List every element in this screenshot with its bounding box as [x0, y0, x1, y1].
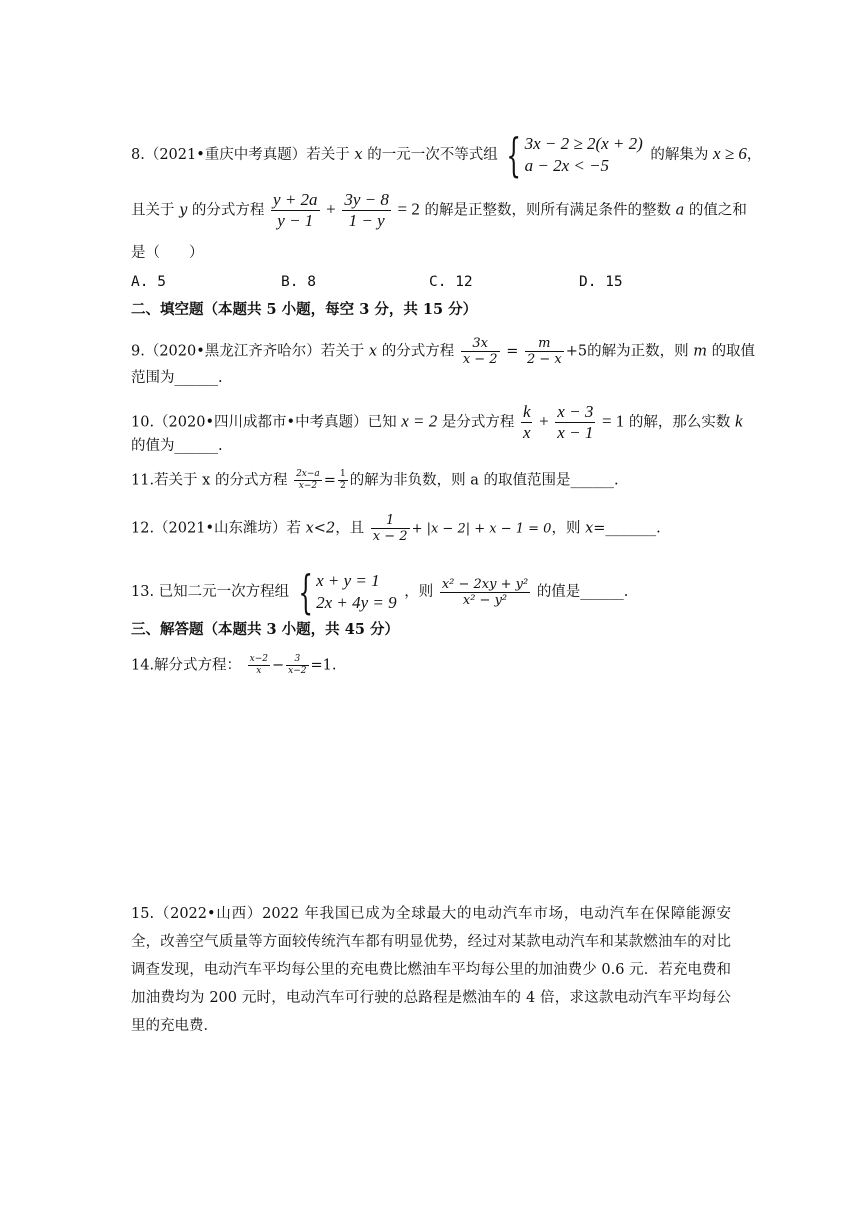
- q9-fraction-1: [461, 336, 500, 367]
- q9-fraction-2: [525, 336, 564, 367]
- fraction-denominator: x: [256, 666, 262, 676]
- minus-sign: −: [272, 657, 285, 674]
- q12-blank: =_______.: [593, 520, 661, 537]
- fraction-denominator: 2 − x: [526, 352, 562, 367]
- q13-equation-system: [297, 565, 397, 619]
- equals-two: = 2: [397, 199, 420, 219]
- brace-icon: {: [506, 128, 522, 182]
- q10-suffix: 的解，那么实数: [628, 414, 731, 431]
- q8-line2-mid: 的分式方程: [191, 202, 265, 219]
- q8-line3: [131, 243, 204, 263]
- fraction-numerator: x − 3: [557, 402, 594, 421]
- equals-one: =1.: [310, 657, 337, 674]
- q10-fraction-2: [555, 402, 595, 443]
- plus-sign: +: [326, 199, 336, 219]
- q8-fraction-1: [271, 190, 320, 231]
- fraction-denominator: x−2: [288, 666, 307, 676]
- q8-after-system: 的解集为: [650, 147, 709, 163]
- q12-expression: + |x − 2| + x − 1 = 0: [411, 521, 552, 537]
- q14-fraction-1: [248, 654, 270, 677]
- fraction-denominator: x − 2: [372, 529, 408, 544]
- fraction-denominator: y − 1: [277, 211, 314, 230]
- section-heading-fill-in: 二、填空题（本题共 5 小题，每空 3 分，共 15 分）: [131, 301, 478, 318]
- q8-mid: 的一元一次不等式组: [367, 147, 498, 163]
- var-a: a: [675, 202, 685, 219]
- fraction-numerator: 3x: [461, 336, 500, 352]
- fraction-numerator: m: [525, 336, 564, 352]
- q14-fraction-2: [286, 654, 308, 677]
- q9-prefix: 9.（2020•黑龙江齐齐哈尔）若关于: [131, 343, 365, 360]
- q14-line: [131, 654, 337, 677]
- q11-fraction-2: [338, 469, 348, 492]
- q8-inequality-system: [505, 128, 643, 182]
- q13-system-row2: 2x + 4y = 9: [316, 593, 397, 612]
- q9-line1: [131, 336, 755, 367]
- equals-one: = 1: [601, 411, 625, 431]
- option-c: C. 12: [429, 274, 473, 290]
- q12-suffix: ，则: [551, 520, 581, 537]
- q8-line2: [131, 190, 747, 231]
- var-x: x: [354, 147, 363, 163]
- q10-blank-line: 的值为______.: [131, 438, 223, 454]
- fraction-denominator: x − 2: [462, 352, 498, 367]
- fraction-denominator: x² − y²: [462, 592, 508, 608]
- q9-suffix: 的解为正数，则: [587, 343, 689, 360]
- plus-five: +5: [565, 343, 588, 360]
- q11-fraction-1: [294, 469, 322, 492]
- q10-line2: [131, 436, 223, 456]
- q13-mid: ，则: [404, 584, 434, 600]
- q10-line1: [131, 402, 743, 443]
- q8-line2-suffix: 的解是正整数，则所有满足条件的整数: [424, 202, 671, 219]
- q9-end: 的取值: [711, 343, 756, 360]
- option-b: B. 8: [281, 274, 316, 290]
- fraction-numerator: 1: [339, 469, 346, 479]
- q8-line2-end: 的值之和: [688, 202, 747, 219]
- q10-mid: 是分式方程: [441, 414, 515, 431]
- q12-line: [131, 513, 661, 544]
- fraction-numerator: x−2: [249, 654, 269, 664]
- q9-mid: 的分式方程: [381, 343, 455, 360]
- q12-prefix: 12.（2021•山东潍坊）若: [131, 520, 302, 537]
- equals-sign: =: [323, 472, 336, 489]
- var-y: y: [179, 202, 188, 219]
- fraction-numerator: 3y − 8: [344, 190, 389, 209]
- q13-system-row1: x + y = 1: [316, 571, 380, 590]
- brace-icon: {: [298, 565, 313, 619]
- q11-prefix: 11.若关于 x 的分式方程: [131, 472, 288, 489]
- q8-fraction-2: [342, 190, 391, 231]
- q8-system-row1: 3x − 2 ≥ 2(x + 2): [524, 134, 643, 153]
- q15-paragraph: 15.（2022•山西）2022 年我国已成为全球最大的电动汽车市场，电动汽车在保障能源安全，改善空气质量等方面较传统汽车都有明显优势，经过对某款电动汽车和某款燃油车的对比调查发现，电动汽车平均每公里的充电费比燃油车平均每公里的加油费少 0.6 元．若充电费和加油费均为 200 元时，电动汽车可行驶的总路程是燃油车的 4 倍，求这款电动汽车平均每公里的充电费．: [131, 906, 731, 1034]
- q12-fraction: [371, 513, 410, 544]
- q12-mid: ，且: [335, 520, 365, 537]
- fraction-denominator: x − 1: [557, 423, 594, 442]
- var-k: k: [735, 411, 743, 431]
- q9-line2: [131, 368, 223, 388]
- q8-line3-text: 是（ ）: [131, 245, 204, 261]
- q8-comma: ，: [746, 147, 762, 163]
- fraction-numerator: 3: [286, 654, 308, 666]
- q13-prefix: 13. 已知二元一次方程组: [131, 584, 290, 600]
- option-d: D. 15: [579, 274, 623, 290]
- q10-fraction-1: [521, 402, 533, 443]
- q8-prefix: 8.（2021•重庆中考真题）若关于: [131, 147, 350, 163]
- q8-line2-prefix: 且关于: [131, 202, 175, 219]
- q14-prefix: 14.解分式方程：: [131, 657, 242, 674]
- fraction-denominator: 1 − y: [348, 211, 385, 230]
- q9-blank-line: 范围为______.: [131, 370, 223, 386]
- fraction-denominator: x−2: [298, 481, 318, 491]
- var-m: m: [693, 343, 707, 360]
- fraction-denominator: 2: [339, 481, 346, 491]
- q13-fraction: [440, 577, 530, 608]
- fraction-numerator: 2x−a: [296, 469, 320, 479]
- q11-suffix: 的解为非负数，则 a 的取值范围是______.: [349, 472, 619, 489]
- plus-sign: +: [539, 411, 549, 431]
- var-x: x: [368, 343, 378, 360]
- fraction-numerator: y + 2a: [273, 190, 318, 209]
- q8-line1: [131, 128, 762, 182]
- fraction-denominator: x: [522, 423, 531, 442]
- section-heading-solve: 三、解答题（本题共 3 小题，共 45 分）: [131, 621, 399, 638]
- q13-line: [131, 565, 629, 619]
- q12-condition: x<2: [305, 520, 336, 537]
- fraction-numerator: 1: [371, 513, 410, 529]
- q11-line: [131, 469, 619, 492]
- q13-suffix: 的值是______.: [536, 584, 629, 600]
- var-x: x: [585, 520, 594, 537]
- option-a: A. 5: [131, 274, 166, 290]
- q8-system-row2: a − 2x < −5: [524, 156, 610, 175]
- fraction-numerator: k: [522, 402, 531, 421]
- q8-solution-set: x ≥ 6: [713, 144, 747, 163]
- fraction-numerator: x² − 2xy + y²: [441, 576, 529, 592]
- q10-prefix: 10.（2020•四川成都市•中考真题）已知: [131, 414, 397, 431]
- equals-sign: =: [506, 343, 519, 360]
- q10-given-value: x = 2: [401, 411, 438, 431]
